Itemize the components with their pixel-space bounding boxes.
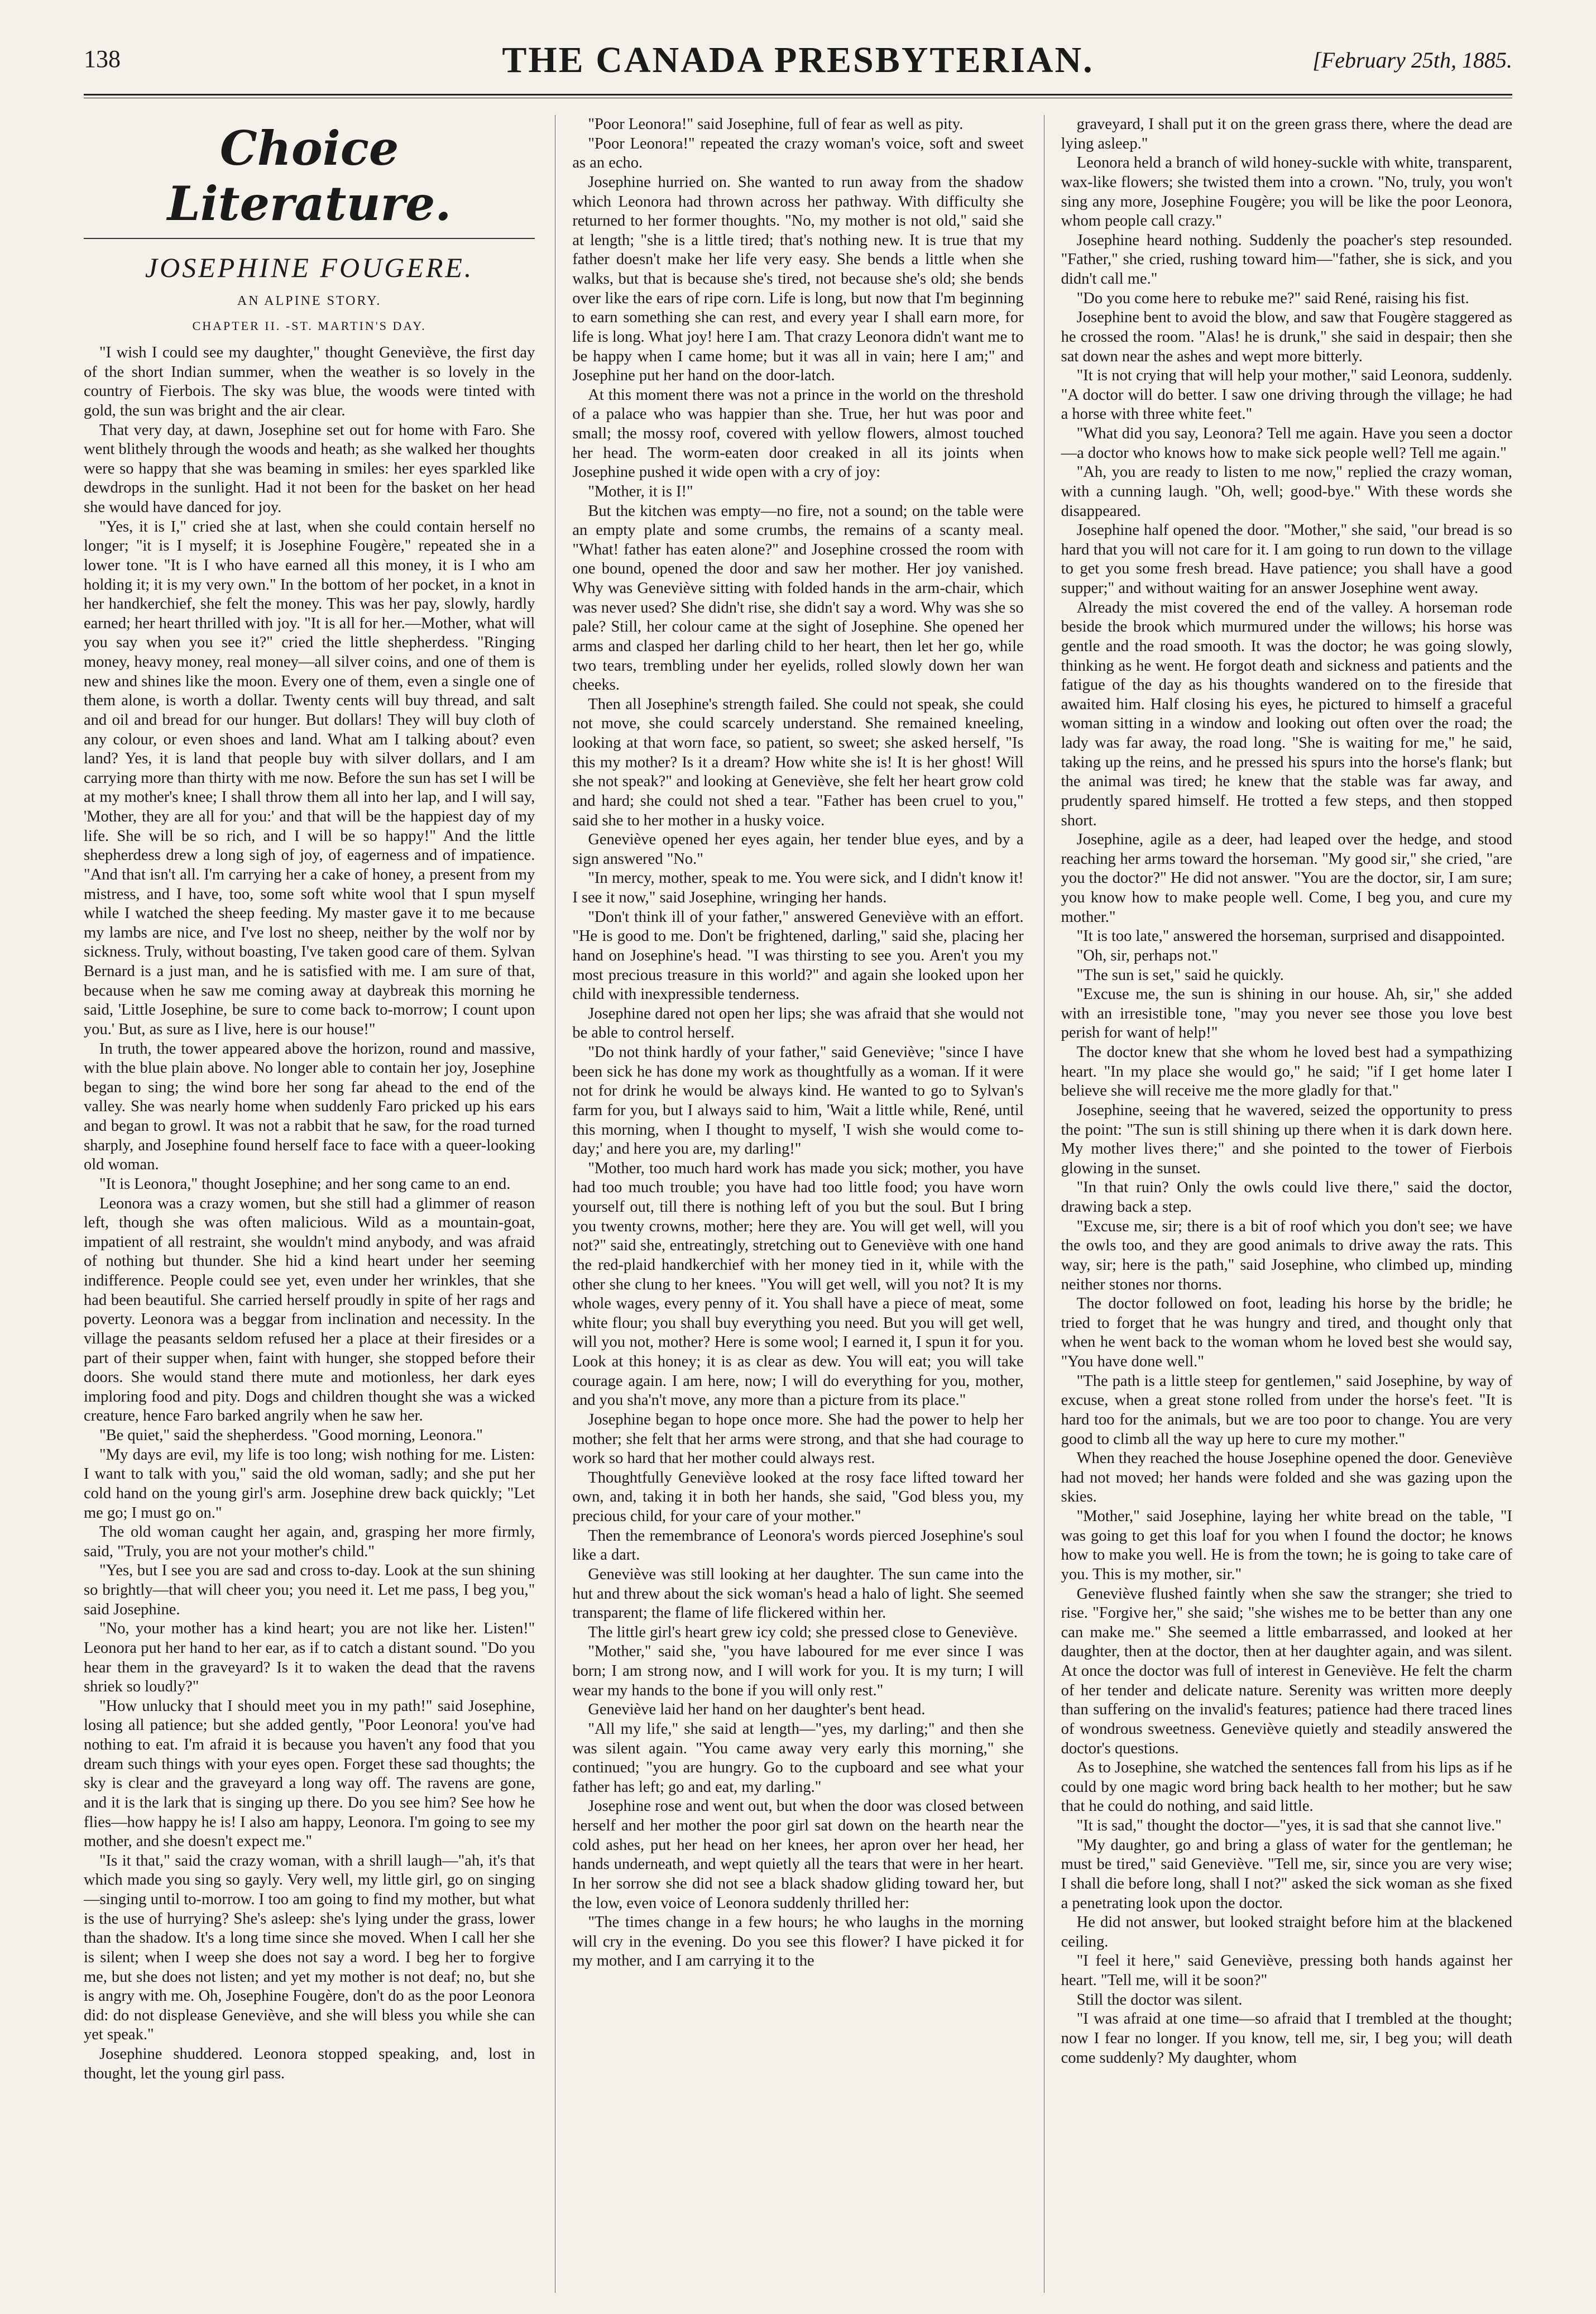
paragraph: Josephine shuddered. Leonora stopped speaking, and, lost in thought, let the young girl pass. xyxy=(84,2045,535,2082)
paragraph: "The sun is set," said he quickly. xyxy=(1076,966,1284,984)
paragraph: The old woman caught her again, and, grasping her more firmly, said, "Truly, you are not your mother's child." xyxy=(84,1523,535,1560)
paragraph: Josephine rose and went out, but when the door was closed between herself and her mother the poor girl sat down on the hearth near the cold ashes, put her head on her knees, her apron over her head, her hands underneath, and wept quietly all the tears that were in her heart. In her sorrow she did not see a black shadow gliding toward her, but the low, even voice of Leonora suddenly thrilled her: xyxy=(572,1797,1024,1912)
paragraph: "Is it that," said the crazy woman, with a shrill laugh—"ah, it's that which made you sing so gayly. Very well, my little girl, go on singing—singing until to-morrow. I too am going to find my mother, but what is the use of hurrying? She's asleep: she's lying under the grass, lower than the shadow. It's a long time since she moved. When I call her she is silent; when I weep she does not say a word. I beg her to forgive me, but she does not listen; and yet my mother is not deaf; no, but she is angry with me. Oh, Josephine Fougère, don't do as the poor Leonora did: do not displease Geneviève, and she will bless you while she can yet speak." xyxy=(84,1852,535,2044)
chapter-heading: CHAPTER II. -ST. MARTIN'S DAY. xyxy=(192,319,426,333)
paragraph: Geneviève opened her eyes again, her tender blue eyes, and by a sign answered "No." xyxy=(572,831,1024,868)
paragraph: "Mother," said Josephine, laying her white bread on the table, "I was going to get this loaf for you when I found the doctor; he knows how to make you well. He is from the town; he is going to take care of you. This is my mother, sir." xyxy=(1061,1508,1512,1583)
paragraph: "Mother, too much hard work has made you sick; mother, you have had too much trouble; you have had too little food; you have worn yourself out, till there is nothing left of you but the soul. But I bring you twenty crowns, mother; here they are. You will get well, will you not?" said she, entreatingly, stretching out to Geneviève with one hand the red-plaid handkerchief with her money tied in it, while with the other she clung to her knees. "You will get well, will you not? It is my whole wages, every penny of it. You shall have a piece of meat, some white flour; you shall buy everything you need. But you will get well, will you not, mother? Here is some wool; I earned it, I spun it for you. Look at this honey; it is as clear as dew. You will eat; you will take courage again. I am here, now; I will do everything for you, mother, and you sha'n't move, any more than a picture from its place." xyxy=(572,1159,1024,1409)
paragraph: Josephine, seeing that he wavered, seized the opportunity to press the point: "The sun is still shining up there when it is dark down here. My mother lives there;" and she pointed to the tower of Fierbois glowing in the sunset. xyxy=(1061,1101,1512,1177)
paragraph: "All my life," she said at length—"yes, my darling;" and then she was silent again. "You came away very early this morning," she continued; "you are hungry. Go to the cupboard and see what your father has left; go and eat, my darling." xyxy=(572,1720,1024,1796)
paragraph: Josephine began to hope once more. She had the power to help her mother; she felt that her arms were strong, and that she had courage to work so hard that her mother could always rest. xyxy=(572,1411,1024,1467)
paragraph: "Do you come here to rebuke me?" said René, raising his fist. xyxy=(1076,289,1469,307)
paragraph: "It is not crying that will help your mother," said Leonora, suddenly. "A doctor will do better. I saw one driving through the village; he had a horse with three white feet." xyxy=(1061,367,1512,423)
paragraph: "Don't think ill of your father," answered Geneviève with an effort. "He is good to me. Don't be frightened, darling," said she, placing her hand on Josephine's head. "I was thirsting to see you. Aren't you my most precious treasure in this world?" and again she looked upon her child with inexpressible tenderness. xyxy=(572,908,1024,1003)
paragraph: "Mother, it is I!" xyxy=(588,482,693,500)
paragraph: "My days are evil, my life is too long; wish nothing for me. Listen: I want to talk with you," said the old woman, sadly; and she put her cold hand on the young girl's arm. Josephine drew back quickly; "Let me go; I must go on." xyxy=(84,1446,535,1522)
paragraph: Josephine, agile as a deer, had leaped over the hedge, and stood reaching her arms toward the horseman. "My good sir," she cried, "are you the doctor?" He did not answer. "You are the doctor, sir, I am sure; you know how to make people well. Come, I beg you, and cure my mother." xyxy=(1061,831,1512,926)
paragraph: "In that ruin? Only the owls could live there," said the doctor, drawing back a step. xyxy=(1061,1179,1512,1216)
paragraph: "Poor Leonora!" said Josephine, full of fear as well as pity. xyxy=(588,116,964,133)
paragraph: Thoughtfully Geneviève looked at the rosy face lifted toward her own, and, taking it in both her hands, she said, "God bless you, my precious child, for your care of your mother." xyxy=(572,1469,1024,1525)
paragraph: Josephine hurried on. She wanted to run away from the shadow which Leonora had thrown across her pathway. With difficulty she returned to her former thoughts. "No, my mother is not old," said she at length; "she is a little tired; that's nothing new. It is true that my father doesn't make her life very easy. She bends a little when she walks, but that is because she's tired, not because she's old; she bends over like the ears of ripe corn. Life is long, but now that I'm beginning to earn something she can rest, and every year I shall earn more, for life is long. What joy! here I am. That crazy Leonora didn't want me to be happy when I came home; but it was all in vain; here I am;" and Josephine put her hand on the door-latch. xyxy=(572,173,1024,385)
column-1 xyxy=(84,115,535,2293)
paragraph: "I was afraid at one time—so afraid that I trembled at the thought; now I fear no longer. If you know, tell me, sir, I beg you; will death come suddenly? My daughter, whom xyxy=(1061,2010,1512,2067)
paragraph: That very day, at dawn, Josephine set out for home with Faro. She went blithely through the woods and heath; as she walked her thoughts were so happy that she was beaming in smiles: her eyes sparkled like dewdrops in the sunlight. Had it not been for the basket on her head she would have danced for joy. xyxy=(84,421,535,516)
header-rule xyxy=(84,94,1512,98)
paragraph: "Excuse me, sir; there is a bit of roof which you don't see; we have the owls too, and they are good animals to drive away the rats. This way, sir; here is the path," said Josephine, who climbed up, minding neither stones nor thorns. xyxy=(1061,1217,1512,1293)
column-2 xyxy=(555,115,1023,2293)
paragraph: "Yes, it is I," cried she at last, when she could contain herself no longer; "it is I myself; it is Josephine Fougère," repeated she in a lower tone. "It is I who have earned all this money, it is I who am holding it; it is my very own." In the bottom of her pocket, in a knot in her handkerchief, she felt the money. This was her pay, slowly, hardly earned; her heart thrilled with joy. "It is all for her.—Mother, what will you say when you see it?" cried the little shepherdess. "Ringing money, heavy money, real money—all silver coins, and one of them is new and shines like the moon. Every one of them, even a single one of them alone, is worth a dollar. Twenty cents will buy thread, and salt and oil and bread for our hunger. But dollars! They will buy cloth of any colour, or even shoes and land. What am I talking about? even land? Yes, it is land that people buy with silver dollars, and I am carrying more than thirty with me now. Before the sun has set I will be at my mother's knee; I shall throw them all into her lap, and I will say, 'Mother, they are all for you:' and that will be the happiest day of my life. She will be so rich, and I will be so happy!" And the little shepherdess drew a long sigh of joy, of eagerness and of impatience. "And that isn't all. I'm carrying her a cake of honey, a present from my mistress, and I have, too, some soft white wool that I spun myself while I watched the sheep feeding. My master gave it to me because my lambs are nice, and I've lost no sheep, neither by the wolf nor by sickness. Truly, without boasting, I've taken good care of them. Sylvan Bernard is a just man, and he is satisfied with me. I am sure of that, because when he saw me coming away at daybreak this morning he said, 'Little Josephine, be sure to come back to-morrow; I count upon you.' But, as sure as I live, here is our house!" xyxy=(84,518,535,1038)
paragraph: "Oh, sir, perhaps not." xyxy=(1076,946,1218,964)
paragraph: Leonora held a branch of wild honey-suckle with white, transparent, wax-like flowers; she twisted them into a crown. "No, truly, you won't sing any more, Josephine Fougère; you will be like the poor Leonora, whom people call crazy." xyxy=(1061,154,1512,230)
paragraph: "Do not think hardly of your father," said Geneviève; "since I have been sick he has done my work as thoughtfully as a woman. If it were not for drink he would be always kind. He wanted to go to Sylvan's farm for you, but I always said to him, 'Wait a little while, René, until this morning, when I thought to myself, 'I wish she would come to-day;' and here you are, my darling!" xyxy=(572,1044,1024,1158)
column-3 xyxy=(1044,115,1512,2293)
paragraph: "Ah, you are ready to listen to me now," replied the crazy woman, with a cunning laugh. "Oh, well; good-bye." With these words she disappeared. xyxy=(1061,463,1512,520)
paragraph: "My daughter, go and bring a glass of water for the gentleman; he must be tired," said Geneviève. "Tell me, sir, since you are very wise; I shall die before long, shall I not?" asked the sick woman as she fixed a penetrating look upon the doctor. xyxy=(1061,1836,1512,1912)
paragraph: Geneviève flushed faintly when she saw the stranger; she tried to rise. "Forgive her," she said; "she wishes me to be better than any one can make me." She seemed a little embarrassed, and looked at her daughter, then at the doctor, then at her daughter again, and was silent. At once the doctor was full of interest in Geneviève. He felt the charm of her tender and delicate nature. Serenity was written more deeply than suffering on the invalid's features; patience had there traced lines of wondrous sweetness. Geneviève quietly and steadily answered the doctor's questions. xyxy=(1061,1585,1512,1757)
paragraph: "In mercy, mother, speak to me. You were sick, and I didn't know it! I see it now," said Josephine, wringing her hands. xyxy=(572,869,1024,906)
paragraph: "Excuse me, the sun is shining in our house. Ah, sir," she added with an irresistible tone, "may you never see those you love best perish for want of help!" xyxy=(1061,986,1512,1042)
masthead-title: THE CANADA PRESBYTERIAN. xyxy=(502,40,1094,80)
paragraph: "It is sad," thought the doctor—"yes, it is sad that she cannot live." xyxy=(1076,1817,1502,1834)
paragraph: "I feel it here," said Geneviève, pressing both hands against her heart. "Tell me, will it be soon?" xyxy=(1061,1952,1512,1989)
issue-date: [February 25th, 1885. xyxy=(1312,47,1512,73)
paragraph: Geneviève laid her hand on her daughter's bent head. xyxy=(588,1701,926,1719)
paragraph: "No, your mother has a kind heart; you are not like her. Listen!" Leonora put her hand to her ear, as if to catch a distant sound. "Do you hear them in the graveyard? Is it to waken the dead that the ravens shriek so loudly?" xyxy=(84,1620,535,1696)
paragraph: Josephine bent to avoid the blow, and saw that Fougère staggered as he crossed the room. "Alas! he is drunk," she said in despair; then she sat down near the ashes and wept more bitterly. xyxy=(1061,309,1512,365)
paragraph: "The path is a little steep for gentlemen," said Josephine, by way of excuse, when a great stone rolled from under the horse's feet. "It is hard too for the animals, but we are too poor to change. You are very good to climb all the way up here to cure my mother." xyxy=(1061,1372,1512,1448)
paragraph: Josephine half opened the door. "Mother," she said, "our bread is so hard that you will not care for it. I am going to run down to the village to get you some fresh bread. Have patience; you shall have a good supper;" and without waiting for an answer Josephine went away. xyxy=(1061,522,1512,597)
paragraph: He did not answer, but looked straight before him at the blackened ceiling. xyxy=(1061,1914,1512,1950)
paragraph: When they reached the house Josephine opened the door. Geneviève had not moved; her hands were folded and she was gazing upon the skies. xyxy=(1061,1450,1512,1506)
paragraph: In truth, the tower appeared above the horizon, round and massive, with the blue plain above. No longer able to contain her joy, Josephine began to sing; the wind bore her song far ahead to the end of the valley. She was nearly home when suddenly Faro pricked up his ears and began to growl. It was not a rabbit that he saw, for the road turned sharply, and Josephine found herself face to face with a queer-looking old woman. xyxy=(84,1040,535,1174)
story-title: JOSEPHINE FOUGERE. xyxy=(145,252,474,283)
paragraph: Geneviève was still looking at her daughter. The sun came into the hut and threw about the sick woman's head a halo of light. She seemed transparent; the flame of life flickered within her. xyxy=(572,1565,1024,1622)
paragraph: Josephine dared not open her lips; she was afraid that she would not be able to control herself. xyxy=(572,1005,1024,1042)
paragraph: Leonora was a crazy women, but she still had a glimmer of reason left, though she was often malicious. Wild as a mountain-goat, impatient of all restraint, she wouldn't mind anybody, and was afraid of nothing but thunder. She hid a kind heart under her seeming indifference. People could see yet, even under her wrinkles, that she had been beautiful. She carried herself proudly in spite of her rags and poverty. Leonora was a beggar from inclination and necessity. In the village the peasants seldom refused her a place at their firesides or a part of their supper when, faint with hunger, she stopped before their doors. She would stand there mute and motionless, her dark eyes imploring food and pity. Dogs and children thought she was a wicked creature, hence Faro barked angrily when he saw her. xyxy=(84,1194,535,1425)
paragraph: Still the doctor was silent. xyxy=(1076,1991,1243,2009)
article-columns xyxy=(84,115,1512,2293)
paragraph: Then all Josephine's strength failed. She could not speak, she could not move, she could scarcely understand. She remained kneeling, looking at that worn face, so patient, so sweet; she asked herself, "Is this my mother? Is it a dream? How white she is! It is her ghost! Will she not speak?" and looking at Geneviève, she felt her heart grow cold and hard; she could not shed a tear. "Father has been cruel to you," said she to her mother in a husky voice. xyxy=(572,695,1024,829)
paragraph: But the kitchen was empty—no fire, not a sound; on the table were an empty plate and some crumbs, the remains of a scanty meal. "What! father has eaten alone?" and Josephine crossed the room with one bound, opened the door and saw her mother. Her joy vanished. Why was Geneviève sitting with folded hands in the arm-chair, which was never used? She didn't rise, she didn't say a word. Why was she so pale? Still, her colour came at the sight of Josephine. She opened her arms and clasped her darling child to her heart, then let her go, while two tears, trembling under her eyelids, rolled slowly down her wan cheeks. xyxy=(572,502,1024,694)
paragraph: "The times change in a few hours; he who laughs in the morning will cry in the evening. Do you see this flower? I have picked it for my mother, and I am carrying it to the xyxy=(572,1914,1024,1970)
paragraph: "It is Leonora," thought Josephine; and her song came to an end. xyxy=(99,1175,511,1193)
paragraph: graveyard, I shall put it on the green grass there, where the dead are lying asleep." xyxy=(1061,116,1512,152)
paragraph: "Yes, but I see you are sad and cross to-day. Look at the sun shining so brightly—that will cheer you; you need it. Let me pass, I beg you," said Josephine. xyxy=(84,1562,535,1618)
paragraph: Already the mist covered the end of the valley. A horseman rode beside the brook which murmured under the willows; his horse was gentle and the road smooth. It was the doctor; he was going slowly, thinking as he went. He forgot death and sickness and patients and the fatigue of the day as his thoughts wandered on to the fireside that awaited him. Half closing his eyes, he pictured to himself a graceful woman sitting in a window and looking out often over the road; the lady was far away, the road long. "She is waiting for me," he said, taking up the reins, and he pressed his spurs into the horse's flank; but the animal was tired; he knew that the stable was far away, and prudently spared himself. He trotted a few steps, and then stopped short. xyxy=(1061,599,1512,829)
page-header xyxy=(84,39,1512,89)
paragraph: The little girl's heart grew icy cold; she pressed close to Geneviève. xyxy=(588,1623,1018,1641)
paragraph: "I wish I could see my daughter," thought Geneviève, the first day of the short Indian summer, when the weather is so lovely in the country of Fierbois. The sky was blue, the woods were tinted with gold, the sun was bright and the air clear. xyxy=(84,344,535,419)
paragraph: As to Josephine, she watched the sentences fall from his lips as if he could by one magic word bring back health to her mother; but he saw that he could do nothing, and said little. xyxy=(1061,1759,1512,1815)
paragraph: "Poor Leonora!" repeated the crazy woman's voice, soft and sweet as an echo. xyxy=(572,135,1024,172)
paragraph: "It is too late," answered the horseman, surprised and disappointed. xyxy=(1076,927,1505,945)
paragraph: The doctor knew that she whom he loved best had a sympathizing heart. "In my place she would go," he said; "if I get home later I believe she will receive me the more gladly for that." xyxy=(1061,1044,1512,1100)
paragraph: "Be quiet," said the shepherdess. "Good morning, Leonora." xyxy=(99,1427,483,1444)
paragraph: At this moment there was not a prince in the world on the threshold of a palace who was happier than she. True, her hut was poor and small; the mossy roof, covered with yellow flowers, almost touched her head. The worm-eaten door creaked in all its joints when Josephine pushed it wide open with a cry of joy: xyxy=(572,386,1024,481)
story-subtitle: AN ALPINE STORY. xyxy=(237,294,382,308)
section-title: Choice Literature. xyxy=(84,121,535,239)
page-number: 138 xyxy=(84,45,121,73)
paragraph: Then the remembrance of Leonora's words pierced Josephine's soul like a dart. xyxy=(572,1527,1024,1564)
paragraph: "What did you say, Leonora? Tell me again. Have you seen a doctor—a doctor who knows how to make sick people well? Tell me again." xyxy=(1061,425,1512,462)
paragraph: "How unlucky that I should meet you in my path!" said Josephine, losing all patience; but she added gently, "Poor Leonora! you've had nothing to eat. I'm afraid it is because you haven't any food that you dream such things with your eyes open. Forget these sad thoughts; the sky is clear and the graveyard a long way off. The ravens are gone, and it is the lark that is singing up there. Do you see him? See how he flies—how happy he is! I also am happy, Leonora. I'm going to see my mother, and she doesn't expect me." xyxy=(84,1697,535,1851)
paragraph: Josephine heard nothing. Suddenly the poacher's step resounded. "Father," she cried, rushing toward him—"father, she is sick, and you didn't call me." xyxy=(1061,231,1512,288)
paragraph: "Mother," said she, "you have laboured for me ever since I was born; I am strong now, and I will work for you. It is my turn; I will wear my hands to the bone if you will only rest." xyxy=(572,1643,1024,1699)
paragraph: The doctor followed on foot, leading his horse by the bridle; he tried to forget that he was hungry and tired, and thought only that when he went back to the woman whom he loved best she would say, "You have done well." xyxy=(1061,1295,1512,1370)
